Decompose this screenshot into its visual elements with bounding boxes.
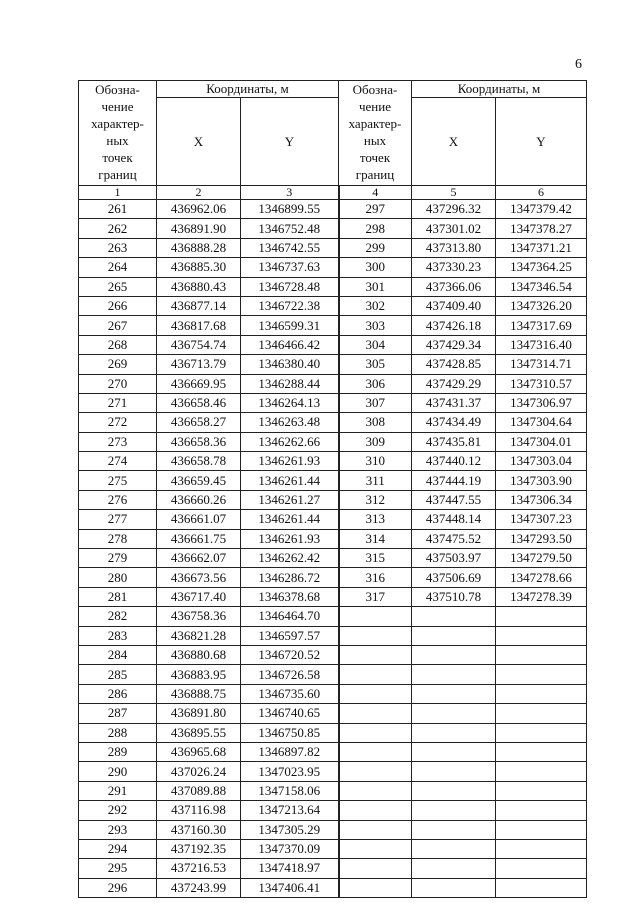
table-row <box>79 335 587 354</box>
point-number: 262 <box>79 219 157 238</box>
y-coordinate: 1346750.85 <box>241 723 339 742</box>
y-coordinate: 1346288.44 <box>241 374 339 393</box>
table-row <box>79 200 587 219</box>
y-coordinate: 1347279.50 <box>496 549 587 568</box>
column-number-row <box>79 186 587 200</box>
y-coordinate: 1347364.25 <box>496 258 587 277</box>
table-row <box>79 219 587 238</box>
table-row <box>79 781 587 800</box>
x-coordinate: 437192.35 <box>157 839 241 858</box>
y-coordinate: 1347406.41 <box>241 878 339 897</box>
y-coordinate: 1346722.38 <box>241 296 339 315</box>
header-x-right: X <box>412 98 496 186</box>
x-coordinate: 437301.02 <box>412 219 496 238</box>
column-number: 6 <box>496 186 587 200</box>
column-number: 1 <box>79 186 157 200</box>
x-coordinate: 437510.78 <box>412 587 496 606</box>
y-coordinate: 1347326.20 <box>496 296 587 315</box>
point-number: 310 <box>339 452 412 471</box>
x-coordinate: 436895.55 <box>157 723 241 742</box>
point-number: 261 <box>79 200 157 219</box>
point-number: 270 <box>79 374 157 393</box>
point-number <box>339 704 412 723</box>
point-number: 299 <box>339 238 412 257</box>
column-number: 2 <box>157 186 241 200</box>
y-coordinate <box>496 742 587 761</box>
y-coordinate <box>496 607 587 626</box>
y-coordinate: 1346740.65 <box>241 704 339 723</box>
y-coordinate: 1347306.97 <box>496 393 587 412</box>
point-number: 282 <box>79 607 157 626</box>
x-coordinate: 437440.12 <box>412 452 496 471</box>
point-number <box>339 859 412 878</box>
point-number: 269 <box>79 355 157 374</box>
x-coordinate <box>412 820 496 839</box>
y-coordinate: 1346597.57 <box>241 626 339 645</box>
point-number: 309 <box>339 432 412 451</box>
point-number: 268 <box>79 335 157 354</box>
y-coordinate: 1346737.63 <box>241 258 339 277</box>
x-coordinate: 436880.43 <box>157 277 241 296</box>
y-coordinate <box>496 801 587 820</box>
x-coordinate: 437428.85 <box>412 355 496 374</box>
y-coordinate: 1347278.66 <box>496 568 587 587</box>
y-coordinate <box>496 839 587 858</box>
y-coordinate <box>496 665 587 684</box>
point-number: 281 <box>79 587 157 606</box>
table-row <box>79 820 587 839</box>
x-coordinate: 437296.32 <box>412 200 496 219</box>
x-coordinate: 437448.14 <box>412 510 496 529</box>
header-x-left: X <box>157 98 241 186</box>
table-row <box>79 393 587 412</box>
x-coordinate: 436658.46 <box>157 393 241 412</box>
y-coordinate: 1347158.06 <box>241 781 339 800</box>
point-number: 291 <box>79 781 157 800</box>
x-coordinate: 437506.69 <box>412 568 496 587</box>
point-number <box>339 626 412 645</box>
point-number: 285 <box>79 665 157 684</box>
y-coordinate: 1347304.01 <box>496 432 587 451</box>
y-coordinate: 1346262.66 <box>241 432 339 451</box>
x-coordinate: 437409.40 <box>412 296 496 315</box>
column-number: 5 <box>412 186 496 200</box>
point-number: 317 <box>339 587 412 606</box>
table-row <box>79 277 587 296</box>
point-number: 311 <box>339 471 412 490</box>
y-coordinate: 1346464.70 <box>241 607 339 626</box>
x-coordinate: 436661.75 <box>157 529 241 548</box>
table-row <box>79 665 587 684</box>
y-coordinate: 1346286.72 <box>241 568 339 587</box>
point-number: 314 <box>339 529 412 548</box>
point-number: 312 <box>339 490 412 509</box>
y-coordinate <box>496 781 587 800</box>
point-number: 273 <box>79 432 157 451</box>
table-row <box>79 432 587 451</box>
header-coords-group-left: Координаты, м <box>157 81 339 98</box>
table-row <box>79 762 587 781</box>
point-number: 280 <box>79 568 157 587</box>
table-row <box>79 878 587 897</box>
point-number: 265 <box>79 277 157 296</box>
y-coordinate: 1346261.44 <box>241 510 339 529</box>
x-coordinate: 436658.36 <box>157 432 241 451</box>
table-row <box>79 258 587 277</box>
y-coordinate: 1347314.71 <box>496 355 587 374</box>
point-number <box>339 684 412 703</box>
y-coordinate: 1347370.09 <box>241 839 339 858</box>
point-number <box>339 645 412 664</box>
table-row <box>79 568 587 587</box>
point-number: 289 <box>79 742 157 761</box>
point-number: 298 <box>339 219 412 238</box>
y-coordinate: 1347346.54 <box>496 277 587 296</box>
y-coordinate <box>496 859 587 878</box>
header-point-label-left: Обозна- чение характер- ных точек границ <box>79 81 157 186</box>
y-coordinate: 1347316.40 <box>496 335 587 354</box>
point-number: 300 <box>339 258 412 277</box>
point-number <box>339 820 412 839</box>
point-number: 279 <box>79 549 157 568</box>
x-coordinate: 436962.06 <box>157 200 241 219</box>
column-number: 3 <box>241 186 339 200</box>
y-coordinate: 1347303.04 <box>496 452 587 471</box>
point-number: 271 <box>79 393 157 412</box>
y-coordinate <box>496 645 587 664</box>
point-number <box>339 801 412 820</box>
table-row <box>79 859 587 878</box>
page-number: 6 <box>575 57 582 72</box>
point-number: 308 <box>339 413 412 432</box>
x-coordinate: 436669.95 <box>157 374 241 393</box>
x-coordinate: 437089.88 <box>157 781 241 800</box>
x-coordinate: 437366.06 <box>412 277 496 296</box>
y-coordinate: 1346262.42 <box>241 549 339 568</box>
point-number: 288 <box>79 723 157 742</box>
y-coordinate: 1347310.57 <box>496 374 587 393</box>
y-coordinate <box>496 723 587 742</box>
point-number <box>339 878 412 897</box>
point-number: 304 <box>339 335 412 354</box>
point-number <box>339 723 412 742</box>
point-number: 315 <box>339 549 412 568</box>
x-coordinate: 437444.19 <box>412 471 496 490</box>
y-coordinate: 1346261.93 <box>241 452 339 471</box>
x-coordinate: 437313.80 <box>412 238 496 257</box>
x-coordinate: 436817.68 <box>157 316 241 335</box>
y-coordinate <box>496 762 587 781</box>
y-coordinate: 1347307.23 <box>496 510 587 529</box>
x-coordinate: 436661.07 <box>157 510 241 529</box>
y-coordinate: 1346735.60 <box>241 684 339 703</box>
table-row <box>79 839 587 858</box>
x-coordinate: 437160.30 <box>157 820 241 839</box>
x-coordinate: 436965.68 <box>157 742 241 761</box>
x-coordinate: 437429.34 <box>412 335 496 354</box>
point-number: 302 <box>339 296 412 315</box>
table-row <box>79 645 587 664</box>
y-coordinate: 1346261.27 <box>241 490 339 509</box>
table-row <box>79 471 587 490</box>
point-number: 305 <box>339 355 412 374</box>
y-coordinate: 1347303.90 <box>496 471 587 490</box>
header-point-label-right: Обозна- чение характер- ных точек границ <box>339 81 412 186</box>
x-coordinate: 436891.90 <box>157 219 241 238</box>
point-number: 286 <box>79 684 157 703</box>
coordinates-body <box>79 200 587 898</box>
x-coordinate: 436658.27 <box>157 413 241 432</box>
x-coordinate <box>412 704 496 723</box>
point-number: 297 <box>339 200 412 219</box>
x-coordinate: 437429.29 <box>412 374 496 393</box>
x-coordinate <box>412 684 496 703</box>
table-row <box>79 801 587 820</box>
x-coordinate <box>412 859 496 878</box>
column-number: 4 <box>339 186 412 200</box>
x-coordinate <box>412 645 496 664</box>
x-coordinate: 436758.36 <box>157 607 241 626</box>
x-coordinate <box>412 626 496 645</box>
x-coordinate <box>412 781 496 800</box>
x-coordinate: 436659.45 <box>157 471 241 490</box>
point-number: 277 <box>79 510 157 529</box>
x-coordinate: 436717.40 <box>157 587 241 606</box>
point-number: 264 <box>79 258 157 277</box>
x-coordinate: 437243.99 <box>157 878 241 897</box>
y-coordinate: 1346380.40 <box>241 355 339 374</box>
y-coordinate <box>496 878 587 897</box>
y-coordinate: 1347293.50 <box>496 529 587 548</box>
x-coordinate: 437447.55 <box>412 490 496 509</box>
table-row <box>79 452 587 471</box>
table-row <box>79 316 587 335</box>
y-coordinate <box>496 684 587 703</box>
y-coordinate: 1346742.55 <box>241 238 339 257</box>
table-row <box>79 607 587 626</box>
table-row <box>79 413 587 432</box>
y-coordinate: 1347213.64 <box>241 801 339 820</box>
point-number: 272 <box>79 413 157 432</box>
point-number <box>339 781 412 800</box>
x-coordinate: 437216.53 <box>157 859 241 878</box>
point-number: 293 <box>79 820 157 839</box>
point-number: 276 <box>79 490 157 509</box>
y-coordinate: 1346899.55 <box>241 200 339 219</box>
table-row <box>79 626 587 645</box>
y-coordinate <box>496 820 587 839</box>
table-row <box>79 529 587 548</box>
x-coordinate <box>412 801 496 820</box>
x-coordinate: 437026.24 <box>157 762 241 781</box>
point-number: 294 <box>79 839 157 858</box>
x-coordinate: 436891.80 <box>157 704 241 723</box>
x-coordinate: 437330.23 <box>412 258 496 277</box>
x-coordinate: 436888.75 <box>157 684 241 703</box>
point-number: 263 <box>79 238 157 257</box>
point-number: 316 <box>339 568 412 587</box>
point-number: 267 <box>79 316 157 335</box>
x-coordinate: 437503.97 <box>412 549 496 568</box>
x-coordinate: 436883.95 <box>157 665 241 684</box>
point-number: 306 <box>339 374 412 393</box>
point-number: 295 <box>79 859 157 878</box>
point-number: 278 <box>79 529 157 548</box>
x-coordinate: 437434.49 <box>412 413 496 432</box>
table-row <box>79 355 587 374</box>
point-number: 274 <box>79 452 157 471</box>
y-coordinate: 1346261.93 <box>241 529 339 548</box>
header-coords-group-right: Координаты, м <box>412 81 587 98</box>
x-coordinate <box>412 723 496 742</box>
point-number <box>339 665 412 684</box>
header-y-right: Y <box>496 98 587 186</box>
y-coordinate <box>496 626 587 645</box>
table-row <box>79 742 587 761</box>
y-coordinate: 1346897.82 <box>241 742 339 761</box>
table-row <box>79 374 587 393</box>
table-row <box>79 549 587 568</box>
x-coordinate: 436880.68 <box>157 645 241 664</box>
table-row <box>79 684 587 703</box>
x-coordinate <box>412 878 496 897</box>
y-coordinate: 1347378.27 <box>496 219 587 238</box>
y-coordinate: 1347418.97 <box>241 859 339 878</box>
point-number: 303 <box>339 316 412 335</box>
x-coordinate <box>412 762 496 781</box>
x-coordinate <box>412 839 496 858</box>
x-coordinate: 436713.79 <box>157 355 241 374</box>
y-coordinate: 1346599.31 <box>241 316 339 335</box>
table-row <box>79 296 587 315</box>
point-number: 296 <box>79 878 157 897</box>
y-coordinate: 1346263.48 <box>241 413 339 432</box>
x-coordinate: 436660.26 <box>157 490 241 509</box>
x-coordinate: 436658.78 <box>157 452 241 471</box>
point-number: 301 <box>339 277 412 296</box>
y-coordinate: 1346261.44 <box>241 471 339 490</box>
table-row <box>79 587 587 606</box>
x-coordinate: 436821.28 <box>157 626 241 645</box>
y-coordinate: 1346264.13 <box>241 393 339 412</box>
x-coordinate <box>412 607 496 626</box>
x-coordinate: 436888.28 <box>157 238 241 257</box>
point-number <box>339 839 412 858</box>
point-number: 292 <box>79 801 157 820</box>
y-coordinate: 1347379.42 <box>496 200 587 219</box>
point-number: 284 <box>79 645 157 664</box>
point-number: 290 <box>79 762 157 781</box>
y-coordinate: 1347306.34 <box>496 490 587 509</box>
y-coordinate: 1347371.21 <box>496 238 587 257</box>
x-coordinate <box>412 742 496 761</box>
y-coordinate <box>496 704 587 723</box>
point-number: 266 <box>79 296 157 315</box>
x-coordinate: 437116.98 <box>157 801 241 820</box>
y-coordinate: 1346378.68 <box>241 587 339 606</box>
point-number: 275 <box>79 471 157 490</box>
x-coordinate <box>412 665 496 684</box>
table-row <box>79 238 587 257</box>
coordinates-table <box>78 80 587 898</box>
y-coordinate: 1347304.64 <box>496 413 587 432</box>
x-coordinate: 436673.56 <box>157 568 241 587</box>
y-coordinate: 1347278.39 <box>496 587 587 606</box>
y-coordinate: 1346466.42 <box>241 335 339 354</box>
y-coordinate: 1346752.48 <box>241 219 339 238</box>
y-coordinate: 1346728.48 <box>241 277 339 296</box>
table-row <box>79 723 587 742</box>
point-number: 283 <box>79 626 157 645</box>
table-row <box>79 704 587 723</box>
y-coordinate: 1347305.29 <box>241 820 339 839</box>
point-number: 307 <box>339 393 412 412</box>
x-coordinate: 436662.07 <box>157 549 241 568</box>
y-coordinate: 1346720.52 <box>241 645 339 664</box>
point-number <box>339 742 412 761</box>
x-coordinate: 437426.18 <box>412 316 496 335</box>
header-y-left: Y <box>241 98 339 186</box>
x-coordinate: 437435.81 <box>412 432 496 451</box>
x-coordinate: 437475.52 <box>412 529 496 548</box>
point-number: 287 <box>79 704 157 723</box>
x-coordinate: 437431.37 <box>412 393 496 412</box>
point-number <box>339 762 412 781</box>
point-number <box>339 607 412 626</box>
table-row <box>79 490 587 509</box>
y-coordinate: 1347023.95 <box>241 762 339 781</box>
table-row <box>79 510 587 529</box>
y-coordinate: 1347317.69 <box>496 316 587 335</box>
point-number: 313 <box>339 510 412 529</box>
x-coordinate: 436885.30 <box>157 258 241 277</box>
x-coordinate: 436754.74 <box>157 335 241 354</box>
x-coordinate: 436877.14 <box>157 296 241 315</box>
y-coordinate: 1346726.58 <box>241 665 339 684</box>
